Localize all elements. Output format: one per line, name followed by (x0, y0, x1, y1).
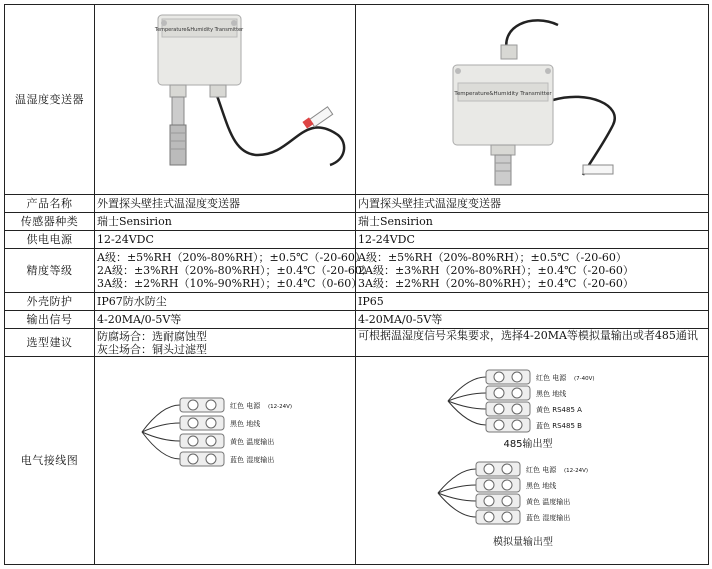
wiring-diagram-external (98, 359, 353, 559)
screw-icon (494, 420, 504, 430)
row-accuracy (5, 249, 709, 293)
wire-label: 黄色 温度输出 (526, 498, 571, 506)
device-label-internal: Temperature&Humidity Transmitter (454, 91, 552, 97)
wire-label: 红色 电源 (536, 374, 567, 382)
terminal-block (448, 370, 595, 450)
screw-icon (502, 464, 512, 474)
selection-line: 防腐场合：选耐腐蚀型 (97, 329, 207, 343)
device-label: Temperature&Humidity Transmitter (154, 27, 243, 33)
value-selection-external (95, 329, 356, 357)
accuracy-line: A级：±5%RH（20%-80%RH）；±0.5℃（-20-60） (358, 251, 627, 264)
wire-label: 黑色 地线 (526, 482, 557, 490)
screw-icon (206, 400, 216, 410)
value-power-external: 12-24VDC (95, 231, 356, 249)
terminal-housing (486, 386, 530, 400)
row-sensor (5, 213, 709, 231)
terminal-housing (486, 370, 530, 384)
screw-icon (188, 436, 198, 446)
spec-table (4, 4, 709, 565)
row-wiring (5, 357, 709, 565)
accuracy-line: 2A级：±3%RH（20%-80%RH）；±0.4℃（-20-60） (358, 264, 634, 277)
wire-label: 黑色 地线 (536, 390, 567, 398)
wire-label: 蓝色 RS485 B (536, 422, 582, 430)
wire-label: 红色 电源 (526, 466, 557, 474)
screw-icon (484, 464, 494, 474)
value-selection-internal: 可根据温湿度信号采集要求，选择4-20MA等模拟量输出或者485通讯 (356, 329, 709, 357)
accuracy-line: 3A级：±2%RH（20%-80%RH）；±0.4℃（-20-60） (358, 277, 634, 290)
terminal-housing (486, 402, 530, 416)
screw-icon (206, 436, 216, 446)
row-selection (5, 329, 709, 357)
accuracy-line: 3A级：±2%RH（10%-90%RH）；±0.4℃（0-60） (97, 277, 363, 290)
wire-label: 蓝色 湿度输出 (229, 456, 274, 464)
screw-icon (512, 388, 522, 398)
wire-line (142, 432, 180, 459)
value-output-internal: 4-20MA/0-5V等 (356, 311, 709, 329)
external-transmitter-image (98, 5, 353, 191)
wire-line (438, 469, 476, 493)
row-housing (5, 293, 709, 311)
wire-note: (12-24V) (564, 468, 589, 474)
label-output: 输出信号 (5, 311, 95, 329)
screw-icon (188, 418, 198, 428)
screw-icon (188, 400, 198, 410)
wire-note: (12-24V) (267, 404, 292, 410)
terminal-housing (476, 462, 520, 476)
value-output-external: 4-20MA/0-5V等 (95, 311, 356, 329)
screw-icon (512, 372, 522, 382)
terminal-housing (476, 510, 520, 524)
terminal-block (438, 462, 588, 548)
screw-icon (494, 404, 504, 414)
value-housing-external: IP67防水防尘 (95, 293, 356, 311)
wiring-diagram-internal (358, 359, 707, 559)
wire-label: 黄色 RS485 A (536, 406, 582, 414)
screw-icon (484, 512, 494, 522)
value-accuracy-external (95, 249, 373, 293)
label-power: 供电电源 (5, 231, 95, 249)
wire-line (142, 405, 180, 432)
label-wiring: 电气接线图 (5, 357, 95, 565)
internal-probe-photo (356, 5, 709, 195)
wiring-external-cell (95, 357, 356, 565)
value-power-internal: 12-24VDC (356, 231, 709, 249)
accuracy-line: 2A级：±3%RH（20%-80%RH）；±0.4℃（-20-60） (97, 264, 373, 277)
label-accuracy: 精度等级 (5, 249, 95, 293)
wire-line (438, 493, 476, 517)
diagram-caption: 模拟量输出型 (493, 537, 553, 548)
terminal-housing (486, 418, 530, 432)
label-selection: 选型建议 (5, 329, 95, 357)
value-accuracy-internal (356, 249, 709, 293)
value-sensor-internal: 瑞士Sensirion (356, 213, 709, 231)
accuracy-line: A级：±5%RH（20%-80%RH）；±0.5℃（-20-60） (97, 251, 366, 264)
value-product-name-external: 外置探头壁挂式温湿度变送器 (95, 195, 356, 213)
screw-icon (502, 480, 512, 490)
screw-icon (512, 420, 522, 430)
label-housing: 外壳防护 (5, 293, 95, 311)
screw-icon (494, 388, 504, 398)
label-sensor: 传感器种类 (5, 213, 95, 231)
wiring-internal-cell (356, 357, 709, 565)
screw-icon (502, 512, 512, 522)
screw-icon (502, 496, 512, 506)
row-power (5, 231, 709, 249)
wire-label: 黑色 地线 (229, 420, 260, 428)
screw-icon (206, 454, 216, 464)
terminal-housing (180, 434, 224, 448)
row-output (5, 311, 709, 329)
terminal-housing (476, 494, 520, 508)
terminal-housing (476, 478, 520, 492)
wire-label: 蓝色 湿度输出 (526, 514, 571, 522)
header-label: 温湿度变送器 (5, 5, 95, 195)
wire-label: 黄色 温度输出 (229, 438, 274, 446)
screw-icon (188, 454, 198, 464)
screw-icon (206, 418, 216, 428)
screw-icon (512, 404, 522, 414)
wire-note: (7-40V) (574, 376, 595, 382)
selection-line: 灰尘场合：铜头过滤型 (97, 342, 207, 356)
diagram-caption: 485输出型 (503, 439, 553, 450)
external-probe-photo (95, 5, 356, 195)
screw-icon (484, 480, 494, 490)
wire-label: 红色 电源 (229, 402, 260, 410)
value-sensor-external: 瑞士Sensirion (95, 213, 356, 231)
screw-icon (484, 496, 494, 506)
wire-line (448, 401, 486, 425)
value-housing-internal: IP65 (356, 293, 709, 311)
terminal-housing (180, 416, 224, 430)
value-product-name-internal: 内置探头壁挂式温湿度变送器 (356, 195, 709, 213)
row-product-name (5, 195, 709, 213)
terminal-housing (180, 398, 224, 412)
image-row (5, 5, 709, 195)
terminal-block (142, 398, 292, 466)
label-product-name: 产品名称 (5, 195, 95, 213)
screw-icon (494, 372, 504, 382)
wire-line (448, 377, 486, 401)
terminal-housing (180, 452, 224, 466)
internal-transmitter-image (358, 5, 707, 191)
